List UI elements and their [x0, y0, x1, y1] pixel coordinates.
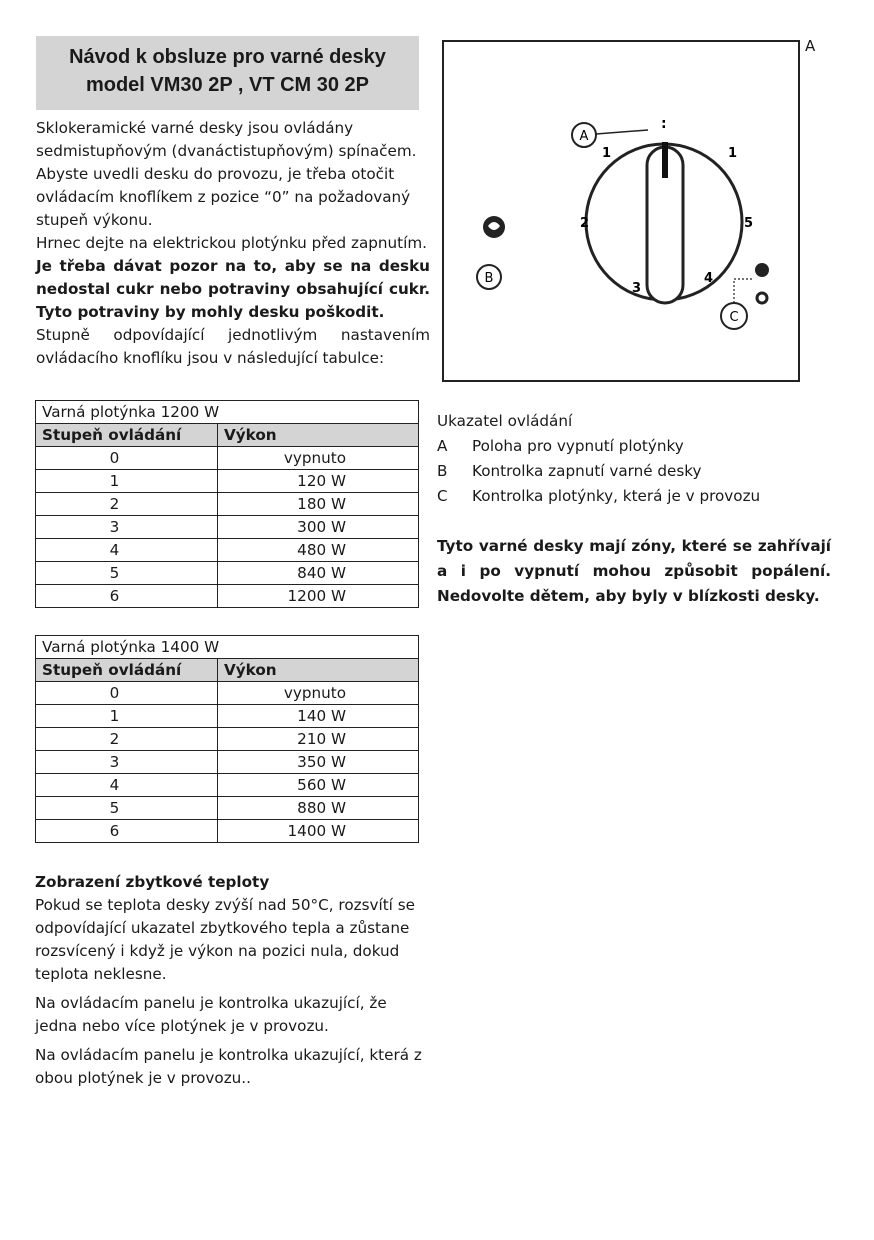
power-cell: 300 W — [218, 516, 419, 539]
residual-heat-paragraph-2: Na ovládacím panelu je kontrolka ukazující, že jedna nebo více plotýnek je v provozu. — [35, 994, 387, 1035]
scale-mark-6: 1 — [728, 146, 738, 161]
control-knob-diagram — [442, 40, 800, 382]
power-cell: 140 W — [218, 705, 419, 728]
power-cell: 560 W — [218, 774, 419, 797]
title-box — [36, 36, 419, 110]
table-row — [36, 705, 419, 728]
level-cell: 2 — [36, 728, 218, 751]
residual-heat-section — [35, 871, 429, 1096]
legend-key: C — [437, 487, 448, 505]
table-row — [36, 470, 419, 493]
column-header-level: Stupeň ovládání — [36, 424, 218, 447]
column-header-power: Výkon — [218, 659, 419, 682]
table-row — [36, 682, 419, 705]
level-cell: 1 — [36, 705, 218, 728]
table-caption: Varná plotýnka 1400 W — [36, 636, 419, 659]
burn-warning: Tyto varné desky mají zóny, které se zahřívají a i po vypnutí mohou způsobit popálení. Nedovolte dětem, aby byly v blízkosti desky. — [437, 537, 831, 605]
level-cell: 2 — [36, 493, 218, 516]
legend-text: Kontrolka plotýnky, která je v provozu — [472, 487, 761, 505]
level-cell: 6 — [36, 585, 218, 608]
table-row — [36, 728, 419, 751]
power-cell: vypnuto — [218, 682, 419, 705]
table-caption: Varná plotýnka 1200 W — [36, 401, 419, 424]
level-cell: 3 — [36, 516, 218, 539]
legend-item — [437, 484, 837, 509]
intro-paragraph-1: Sklokeramické varné desky jsou ovládány sedmistupňovým (dvanáctistupňovým) spínačem. Abyste uvedli desku do provozu, je třeba otočit ovládacím knoflíkem z pozice “0” na požadovaný stupeň výkonu. — [36, 119, 417, 229]
callout-a-leader — [596, 130, 648, 134]
level-cell: 3 — [36, 751, 218, 774]
table-row — [36, 539, 419, 562]
power-cell: 210 W — [218, 728, 419, 751]
level-cell: 0 — [36, 447, 218, 470]
scale-mark-3: 3 — [632, 281, 642, 296]
legend-text: Poloha pro vypnutí plotýnky — [472, 437, 684, 455]
table-row — [36, 751, 419, 774]
legend-text: Kontrolka zapnutí varné desky — [472, 462, 702, 480]
power-cell: 840 W — [218, 562, 419, 585]
table-row — [36, 562, 419, 585]
power-cell: 120 W — [218, 470, 419, 493]
scale-mark-5: 5 — [744, 216, 754, 231]
power-table-1400 — [35, 635, 419, 843]
table-row — [36, 447, 419, 470]
power-cell: 1400 W — [218, 820, 419, 843]
column-header-level: Stupeň ovládání — [36, 659, 218, 682]
residual-heat-indicator-icon — [757, 293, 767, 303]
intro-paragraph-2: Hrnec dejte na elektrickou plotýnku před zapnutím. — [36, 234, 427, 252]
scale-mark-4: 4 — [704, 271, 714, 286]
residual-heat-paragraph-1: Pokud se teplota desky zvýší nad 50°C, rozsvítí se odpovídající ukazatel zbytkového tepla a zůstane rozsvícený i když je výkon na pozici nula, dokud teplota neklesne. — [35, 896, 415, 983]
callout-c-label: C — [729, 310, 739, 325]
legend-title: Ukazatel ovládání — [437, 412, 573, 430]
table-row — [36, 585, 419, 608]
scale-mark-1: 1 — [602, 146, 612, 161]
control-legend — [437, 409, 837, 509]
power-cell: 880 W — [218, 797, 419, 820]
off-mark: : — [661, 116, 667, 132]
legend-item — [437, 459, 837, 484]
power-table-1200 — [35, 400, 419, 608]
level-cell: 5 — [36, 797, 218, 820]
level-cell: 5 — [36, 562, 218, 585]
intro-sugar-warning: Je třeba dávat pozor na to, aby se na desku nedostal cukr nebo potraviny obsahující cukr. Tyto potraviny by mohly desku poškodit. — [36, 257, 430, 321]
power-cell: 480 W — [218, 539, 419, 562]
legend-key: A — [437, 437, 448, 455]
legend-item — [437, 434, 837, 459]
intro-paragraph-4: Stupně odpovídající jednotlivým nastavením ovládacího knoflíku jsou v následující tabulce: — [36, 326, 430, 367]
level-cell: 4 — [36, 774, 218, 797]
level-cell: 6 — [36, 820, 218, 843]
table-row — [36, 820, 419, 843]
control-knob-illustration — [444, 42, 798, 380]
table-row — [36, 774, 419, 797]
table-row — [36, 516, 419, 539]
scale-mark-2: 2 — [580, 216, 590, 231]
level-cell: 1 — [36, 470, 218, 493]
power-cell: 1200 W — [218, 585, 419, 608]
power-cell: 350 W — [218, 751, 419, 774]
title-line-1: Návod k obsluze pro varné desky — [69, 46, 386, 68]
callout-c-leader — [734, 279, 752, 303]
figure-label: A — [805, 37, 816, 55]
level-cell: 4 — [36, 539, 218, 562]
callout-a-label: A — [579, 129, 589, 144]
active-zone-indicator-icon — [755, 263, 769, 277]
residual-heat-heading: Zobrazení zbytkové teploty — [35, 873, 270, 891]
table-row — [36, 797, 419, 820]
power-cell: 180 W — [218, 493, 419, 516]
level-cell: 0 — [36, 682, 218, 705]
intro-text — [36, 117, 430, 370]
title-line-2: model VM30 2P , VT CM 30 2P — [85, 74, 370, 96]
table-row — [36, 493, 419, 516]
callout-b-label: B — [484, 271, 494, 286]
legend-key: B — [437, 462, 448, 480]
column-header-power: Výkon — [218, 424, 419, 447]
residual-heat-paragraph-3: Na ovládacím panelu je kontrolka ukazující, která z obou plotýnek je v provozu.. — [35, 1046, 422, 1087]
power-cell: vypnuto — [218, 447, 419, 470]
